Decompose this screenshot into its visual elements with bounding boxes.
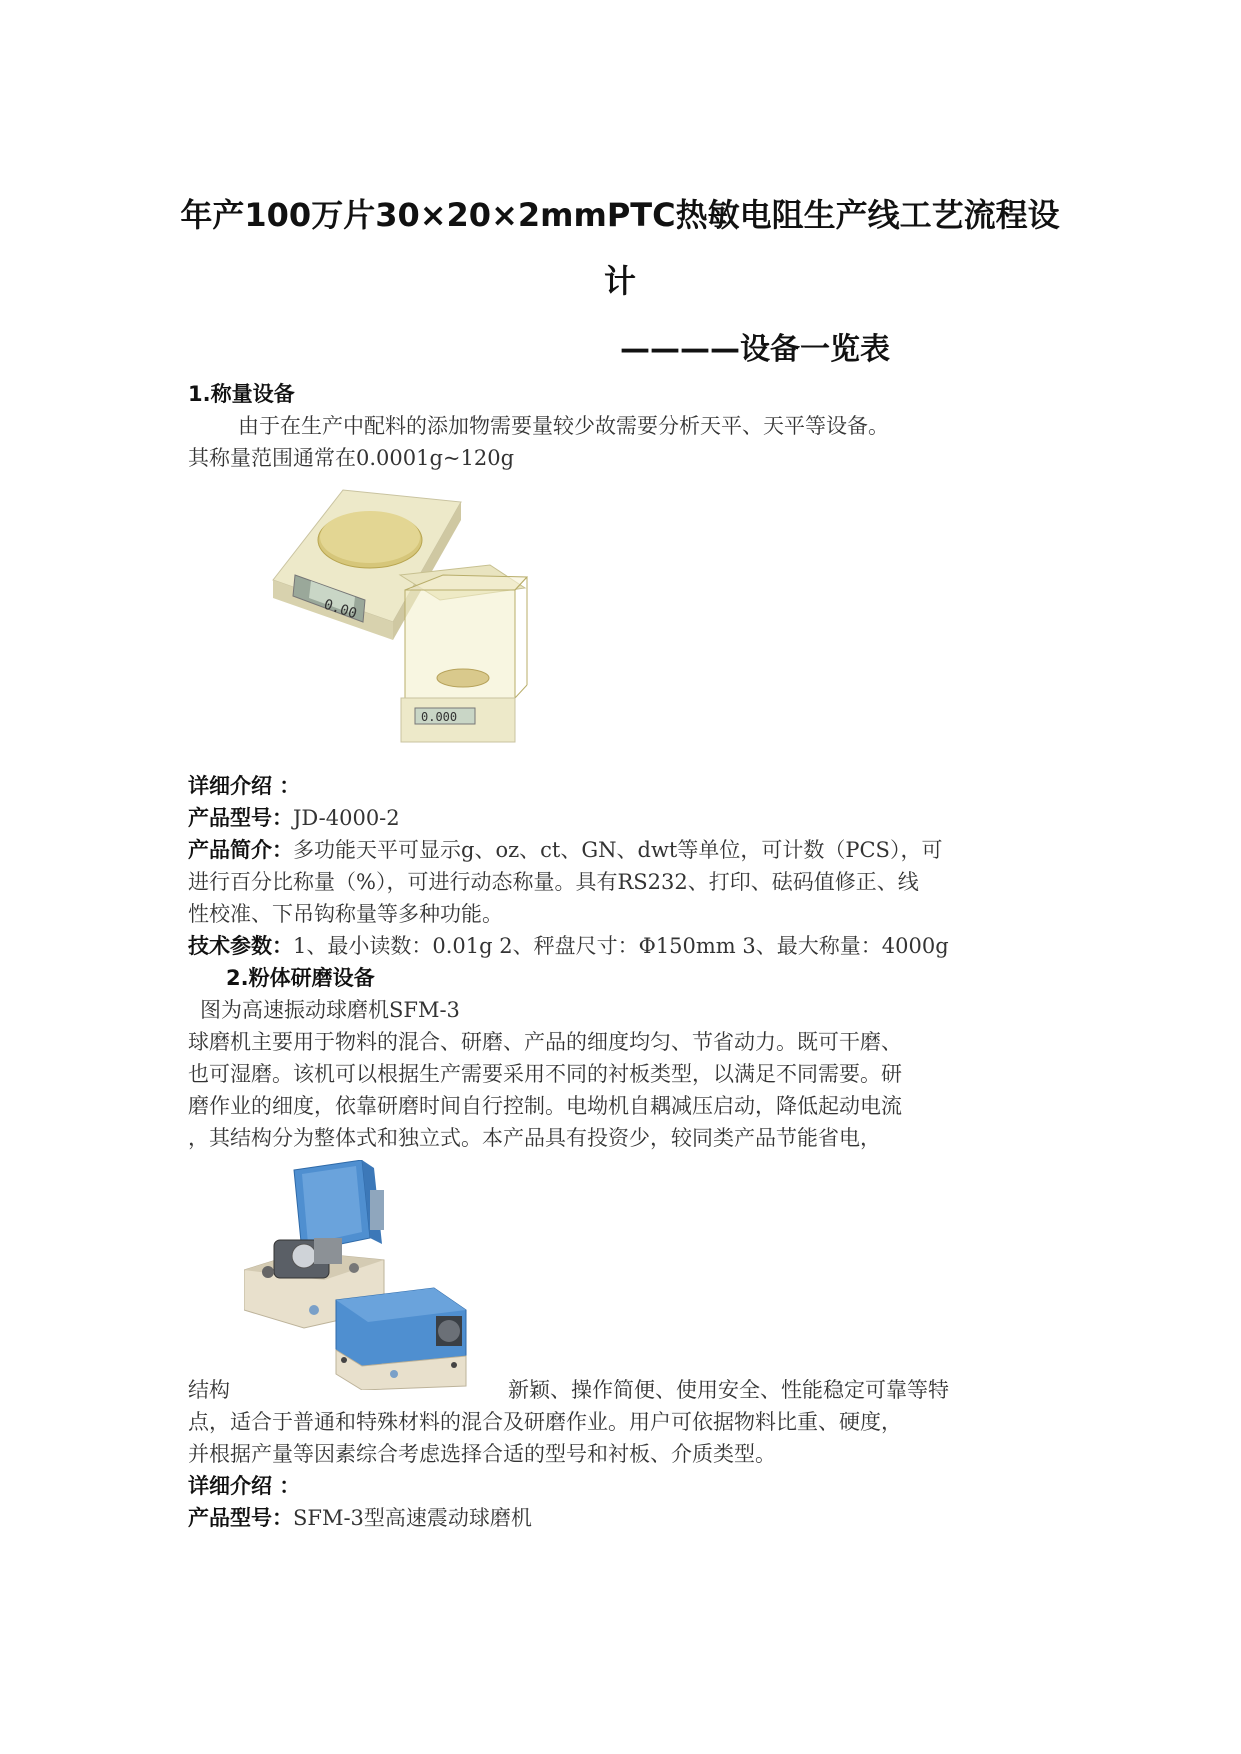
model-value: JD-4000-2: [293, 806, 400, 830]
scale-display-1: 0.00: [321, 596, 359, 623]
section2-para-line1: 球磨机主要用于物料的混合、研磨、产品的细度均匀、节省动力。既可干磨、: [188, 1030, 902, 1054]
detail-label: 详细介绍 ：: [188, 774, 301, 798]
detail-label-2: 详细介绍 ：: [188, 1474, 301, 1498]
section1-heading: 1.称量设备: [188, 382, 295, 406]
model-label-2: 产品型号：: [188, 1506, 293, 1530]
section1-intro-line3: 性校准、下吊钩称量等多种功能。: [188, 902, 503, 926]
ball-mill-image: [244, 1160, 504, 1390]
section2-para-line3: 磨作业的细度，依靠研磨时间自行控制。电坳机自耦减压启动，降低起动电流: [188, 1094, 902, 1118]
section1-para-line1: 由于在生产中配料的添加物需要量较少故需要分析天平、天平等设备。: [238, 414, 889, 438]
section1-spec-line: [188, 930, 949, 963]
intro-text-1: 多功能天平可显示g、oz、ct、GN、dwt等单位，可计数（PCS），可: [293, 838, 943, 862]
balance-scales-image: [265, 480, 545, 760]
spec-value: 1、最小读数：0.01g 2、秤盘尺寸：Φ150mm 3、最大称量：4000g: [293, 934, 949, 958]
section1-para-line2: 其称量范围通常在0.0001g~120g: [188, 446, 515, 470]
section1-model-line: [188, 802, 400, 835]
section2-model-line: [188, 1502, 532, 1535]
section2-para-line5-right: 新颖、操作简便、使用安全、性能稳定可靠等特: [508, 1378, 949, 1402]
section1-detail-label: [188, 770, 300, 803]
doc-title-line1: 年产100万片30×20×2mmPTC热敏电阻生产线工艺流程设: [180, 196, 1060, 234]
model-label: 产品型号：: [188, 806, 293, 830]
spec-label: 技术参数：: [188, 934, 293, 958]
section2-para-line6: 点，适合于普通和特殊材料的混合及研磨作业。用户可依据物料比重、硬度，: [188, 1410, 902, 1434]
section2-para-line4: ，其结构分为整体式和独立式。本产品具有投资少，较同类产品节能省电，: [188, 1126, 881, 1150]
scale-display-2: 0.000: [421, 710, 458, 724]
section2-para-line2: 也可湿磨。该机可以根据生产需要采用不同的衬板类型，以满足不同需要。研: [188, 1062, 902, 1086]
section2-detail-label: [188, 1470, 300, 1503]
intro-label: 产品简介：: [188, 838, 293, 862]
doc-title-line2: 计: [603, 262, 636, 300]
section2-heading: 2.粉体研磨设备: [226, 966, 375, 990]
section2-para-line7: 并根据产量等因素综合考虑选择合适的型号和衬板、介质类型。: [188, 1442, 776, 1466]
section1-intro-line2: 进行百分比称量（%），可进行动态称量。具有RS232、打印、砝码值修正、线: [188, 870, 919, 894]
doc-subtitle: ————设备一览表: [620, 332, 890, 367]
section2-caption: 图为高速振动球磨机SFM-3: [200, 998, 460, 1022]
section2-para-line5-left: 结构: [188, 1378, 230, 1402]
section1-intro-line1: [188, 834, 942, 867]
model-value-2: SFM-3型高速震动球磨机: [293, 1506, 532, 1530]
